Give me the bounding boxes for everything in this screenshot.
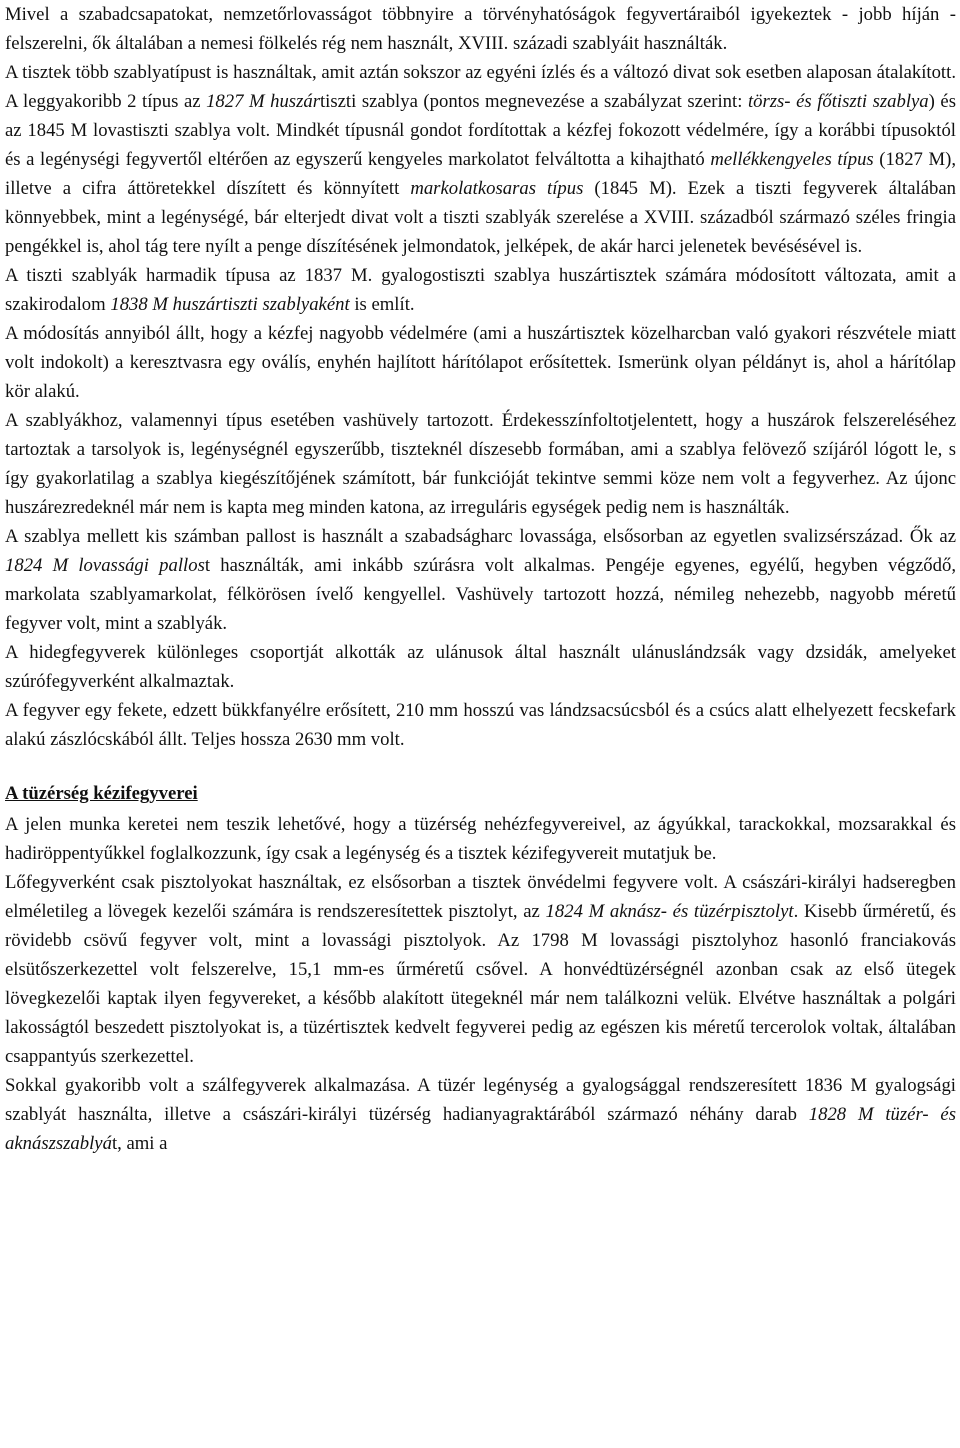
- paragraph: [5, 810, 956, 868]
- italic-term: 1827 M huszár: [206, 91, 320, 112]
- text-run: tiszti szablya (pontos megnevezése a szabályzat szerint:: [319, 91, 748, 112]
- text-run: t, ami a: [111, 1133, 168, 1154]
- italic-term: törzs- és főtiszti szablya: [747, 91, 929, 112]
- text-run: Sokkal gyakoribb volt a szálfegyverek alkalmazása. A tüzér legénység a gyalogsággal rendszeresített 1836 M gyalogsági szablyát használta, illetve a császári-királyi tüzérség hadianyagraktárából származó néhány darab: [5, 1075, 956, 1125]
- italic-term: 1838 M huszártiszti szablyaként: [110, 294, 350, 315]
- paragraph: [5, 319, 956, 406]
- paragraph: [5, 406, 956, 522]
- paragraph: [5, 0, 956, 58]
- paragraph: [5, 522, 956, 638]
- paragraph: [5, 696, 956, 754]
- section-tuzerseg: [5, 810, 956, 1158]
- text-run: A fegyver egy fekete, edzett bükkfanyélre erősített, 210 mm hosszú vas lándzsacsúcsból és a csúcs alatt elhelyezett fecskefark alakú zászlócskából állt. Teljes hossza 2630 mm volt.: [5, 700, 956, 750]
- paragraph: [5, 261, 956, 319]
- text-run: ) és az 1845 M lovastiszti szablya volt. Mindkét típusnál gondot fordítottak a kézfej fokozott védelmére, így a korábbi típusoktól és a legénységi fegyvertől eltérően az egyszerű kengyeles markolatot felváltotta a kihajtható: [5, 91, 956, 170]
- italic-term: 1824 M lovassági pallos: [5, 555, 205, 576]
- section-szablyak: [5, 0, 956, 754]
- text-run: A módosítás annyiból állt, hogy a kézfej nagyobb védelmére (ami a huszártisztek közelharcban való gyakori részvétele miatt volt indokolt) a keresztvasra egy oválís, enyhén hajlított hárítólapot erősítettek. Ismerünk olyan példányt is, ahol a hárítólap kör alakú.: [5, 323, 956, 402]
- text-run: A tisztek több szablyatípust is használtak, amit aztán sokszor az egyéni ízlés és a változó divat sok esetben alaposan átalakított. A leggyakoribb 2 típus az: [5, 62, 956, 112]
- paragraph: [5, 58, 956, 261]
- text-run: . Kisebb űrméretű, és rövidebb csövű fegyver volt, mint a lovassági pisztolyok. Az 1798 M lovassági pisztolyhoz hasonló franciakovás elsütőszerkezettel volt felszerelve, 15,1 mm-es űrméretű csővel. A honvédtüzérségnél azonban csak az első ütegek lövegkezelői kaptak ilyen fegyvereket, a később alakított ütegeknél már nem találkozni velük. Elvétve használtak a polgári lakosságtól beszedett pisztolyokat is, a tüzértisztek kedvelt fegyverei pedig az egészen kis méretű tercerolok voltak, általában csappantyús szerkezettel.: [5, 901, 956, 1067]
- text-run: is említ.: [349, 294, 415, 315]
- text-run: Lőfegyverként csak pisztolyokat használtak, ez elsősorban a tisztek önvédelmi fegyvere volt. A császári-királyi hadseregben elméletileg a lövegek kezelői számára is rendszeresítettek pisztolyt, az: [5, 872, 956, 922]
- italic-term: markolatkosaras típus: [410, 178, 584, 199]
- text-run: (1827 M), illetve a cifra áttöretekkel díszített és könnyített: [5, 149, 956, 199]
- text-run: A jelen munka keretei nem teszik lehetővé, hogy a tüzérség nehézfegyvereivel, az ágyúkkal, tarackokkal, mozsarakkal és hadiröppentyűkkel foglalkozzunk, így csak a legénység és a tisztek kézifegyvereit mutatjuk be.: [5, 814, 956, 864]
- text-run: t használták, ami inkább szúrásra volt alkalmas. Pengéje egyenes, egyélű, hegyben végződő, markolata szablyamarkolat, félkörösen ívelő kengyellel. Vashüvely tartozott hozzá, némileg nehezebb, nagyobb méretű fegyver volt, mint a szablyák.: [5, 555, 956, 634]
- paragraph: [5, 868, 956, 1071]
- italic-term: 1828 M tüzér- és aknászszablyá: [5, 1104, 956, 1154]
- text-run: A szablya mellett kis számban pallost is használt a szabadságharc lovassága, elsősorban az egyetlen svalizsérszázad. Ők az: [5, 526, 956, 547]
- italic-term: mellékkengyeles típus: [710, 149, 874, 170]
- paragraph: [5, 638, 956, 696]
- text-run: A hidegfegyverek különleges csoportját alkották az ulánusok által használt ulánusl​ándzsák vagy dzsidák, amelyeket szúrófegyverként alkalmaztak.: [5, 642, 956, 692]
- italic-term: 1824 M aknász- és tüzérpisztolyt: [545, 901, 794, 922]
- text-run: A szablyákhoz, valamennyi típus esetében vashüvely tartozott. Érdekesszínfoltotjelentett, hogy a huszárok felszereléséhez tartoztak a tarsolyok is, legénységnél egyszerűbb, tiszteknél díszesebb formában, ami a szablya felövező szíjáról lógott le, s így gyakorlatilag a szablya kiegészítőjének számított, bár funkcióját tekintve semmi köze nem volt a fegyverhez. Az újonc huszárezredeknél már nem is kapta meg minden katona, az irreguláris egységek pedig nem is használták.: [5, 410, 956, 518]
- text-run: (1845 M). Ezek a tiszti fegyverek általában könnyebbek, mint a legénységé, bár elterjedt divat volt a tiszti szablyák szerelése a XVIII. századból származó széles fringia pengékkel is, ahol tág tere nyílt a penge díszítésének jelmondatok, jelképek, de akár harci jelenetek bevésésével is.: [5, 178, 957, 257]
- text-run: A tiszti szablyák harmadik típusa az 1837 M. gyalogostiszti szablya huszártisztek számára módosított változata, amit a szakirodalom: [5, 265, 956, 315]
- section-heading: A tüzérség kézifegyverei: [5, 783, 198, 804]
- paragraph: [5, 1071, 956, 1158]
- text-run: Mivel a szabadcsapatokat, nemzetőrlovasságot többnyire a törvényhatóságok fegyvertáraiból igyekeztek - jobb híján - felszerelni, ők általában a nemesi fölkelés rég nem használt, XVIII. századi szablyáit használták.: [5, 4, 956, 54]
